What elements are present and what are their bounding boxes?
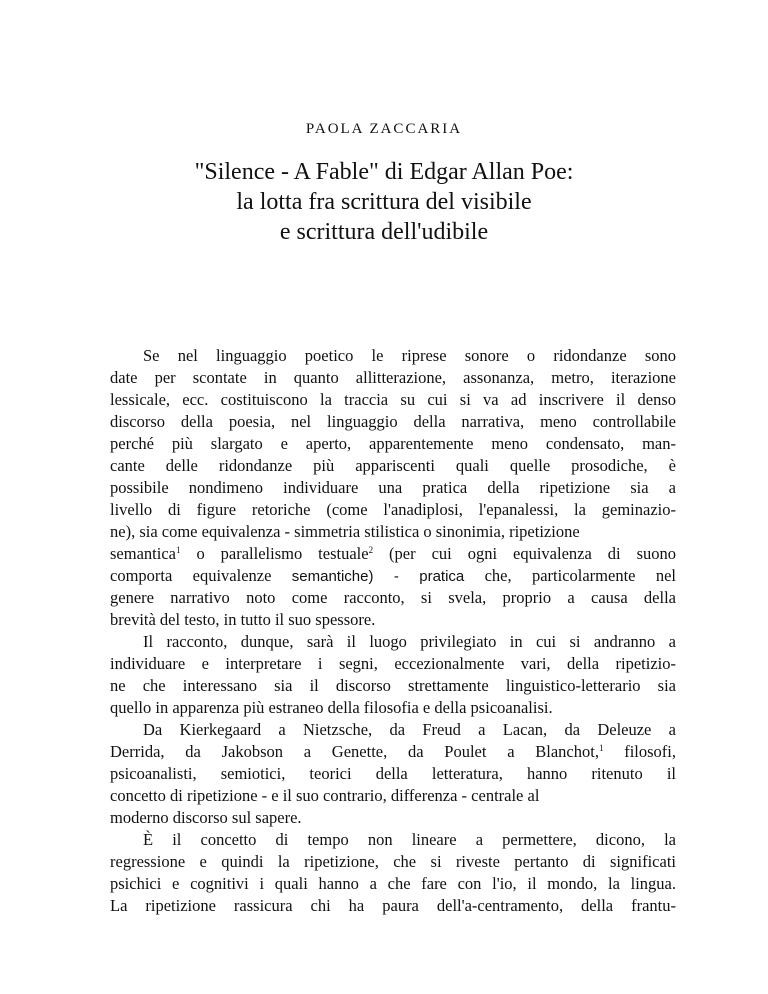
text-segment: semantica <box>110 544 176 563</box>
text-line: livello di figure retoriche (come l'anadiplosi, l'epanalessi, la geminazio- <box>110 500 676 519</box>
text-line: possibile nondimeno individuare una pratica della ripetizione sia a <box>110 478 676 497</box>
text-segment: filosofi, <box>603 742 676 761</box>
footnote-marker: 1 <box>598 743 604 753</box>
footnote-marker: 2 <box>368 545 374 555</box>
text-line: La ripetizione rassicura chi ha paura dell'a-centramento, della frantu- <box>110 896 676 915</box>
text-line: ne), sia come equivalenza - simmetria stilistica o sinonimia, ripetizione <box>110 522 580 541</box>
text-line: concetto di ripetizione - e il suo contrario, differenza - centrale al <box>110 786 540 805</box>
text-segment: o parallelismo testuale <box>180 544 369 563</box>
text-segment-sans: semantiche) - pratica <box>291 568 465 585</box>
text-line: date per scontate in quanto allitterazione, assonanza, metro, iterazione <box>110 368 676 387</box>
text-line: psichici e cognitivi i quali hanno a che fare con l'io, il mondo, la lingua. <box>110 874 676 893</box>
body-text <box>110 345 676 917</box>
text-line: psicoanalisti, semiotici, teorici della letteratura, hanno ritenuto il <box>110 764 676 783</box>
text-segment: (per cui ogni equivalenza di suono <box>373 544 676 563</box>
text-line: quello in apparenza più estraneo della filosofia e della psicoanalisi. <box>110 698 553 717</box>
text-line: ne che interessano sia il discorso strettamente linguistico-letterario sia <box>110 676 676 695</box>
title-line-2: la lotta fra scrittura del visibile <box>236 189 532 215</box>
text-segment: comporta equivalenze <box>110 566 292 585</box>
title-line-3: e scrittura dell'udibile <box>279 219 489 245</box>
text-line <box>110 741 676 763</box>
text-line: moderno discorso sul sapere. <box>110 808 302 827</box>
footnote-marker: 1 <box>175 545 181 555</box>
text-line: genere narrativo noto come racconto, si svela, proprio a causa della <box>110 588 676 607</box>
text-line <box>110 543 676 565</box>
text-line: lessicale, ecc. costituiscono la traccia su cui si va ad inscrivere il denso <box>110 390 676 409</box>
text-line: Da Kierkegaard a Nietzsche, da Freud a Lacan, da Deleuze a <box>143 720 676 739</box>
text-line: cante delle ridondanze più appariscenti quali quelle prosodiche, è <box>110 456 676 475</box>
text-line: Se nel linguaggio poetico le riprese sonore o ridondanze sono <box>143 346 676 365</box>
title-line-1: "Silence - A Fable" di Edgar Allan Poe: <box>194 159 574 185</box>
text-line: individuare e interpretare i segni, eccezionalmente vari, della ripetizio- <box>110 654 676 673</box>
article-title <box>0 157 768 247</box>
text-line: Il racconto, dunque, sarà il luogo privilegiato in cui si andranno a <box>143 632 676 651</box>
text-line: regressione e quindi la ripetizione, che si riveste pertanto di significati <box>110 852 676 871</box>
text-line: È il concetto di tempo non lineare a permettere, dicono, la <box>143 830 676 849</box>
text-line <box>110 565 676 587</box>
author-name: PAOLA ZACCARIA <box>305 121 463 137</box>
text-line: discorso della poesia, nel linguaggio della narrativa, meno controllabile <box>110 412 676 431</box>
text-segment: Derrida, da Jakobson a Genette, da Poulet a Blanchot, <box>110 742 599 761</box>
text-line: perché più slargato e aperto, apparentemente meno condensato, man- <box>110 434 676 453</box>
text-line: brevità del testo, in tutto il suo spessore. <box>110 610 376 629</box>
text-segment: che, particolarmente nel <box>464 566 676 585</box>
